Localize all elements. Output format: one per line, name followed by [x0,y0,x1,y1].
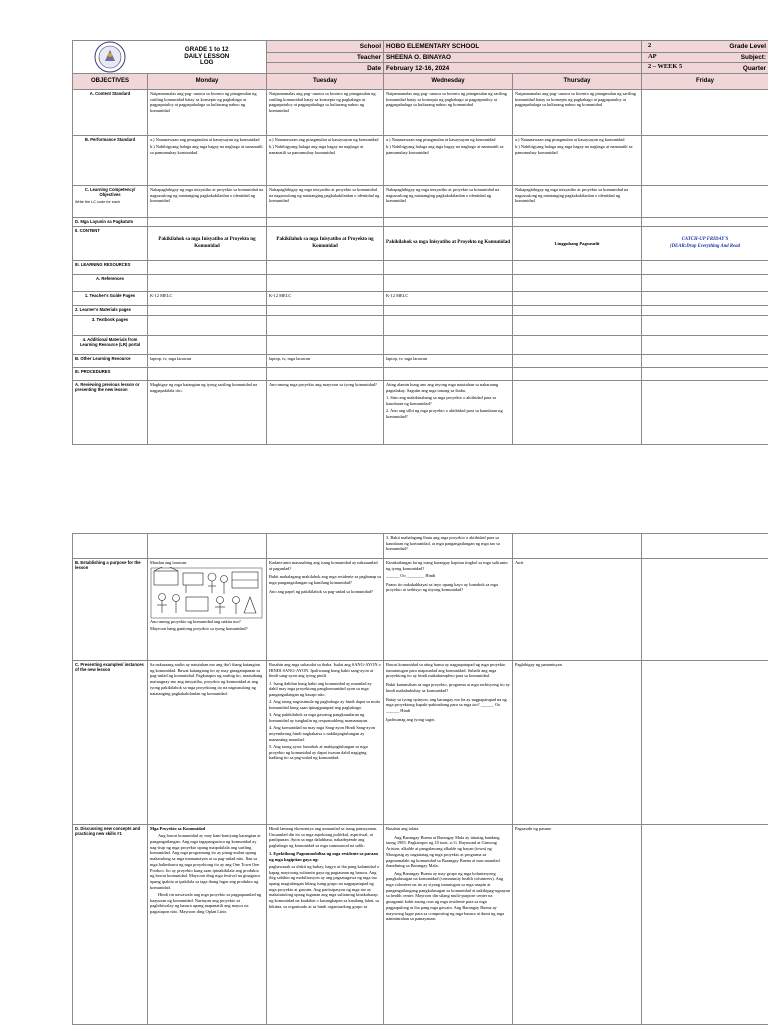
deped-seal-icon [93,41,127,73]
review-wed [384,381,513,445]
quarter-value: 2 – WEEK 5 [648,63,682,70]
lc-mon: Nakapagbibigay ng mga inisyatibo at proyekto sa komunidad na nagsusulong ng natatanging pagkakakilanlan o identidad ng komunidad [148,186,267,218]
label-reviewing: A. Reviewing previous lesson or presenting the new lesson [73,381,148,445]
lr-fri [642,261,768,275]
school-value: HOBO ELEMENTARY SCHOOL [384,41,642,53]
review-wed-q1: 1. Sino ang makikinabang sa mga proyekto o aktibidad para sa kaunlaran ng komunidad? [386,395,510,406]
proc-wed [384,368,513,381]
proc-thu [513,368,642,381]
label-learning-resources: III. LEARNING RESOURCES [73,261,148,275]
label-performance-standard: B. Performance Standard [73,136,148,186]
review-wed-q3: 3. Bakit mahalagang lhatu ang mga proyekto o aktibidad para sa kaunlaran ng komunidad, at mga pangangailangan ng mga tao sa komunidad? [384,534,513,559]
perf-std-a: a.) Nauunawaan ang pinagmulan at kasaysayan ng komunidad [515,137,639,143]
lr-wed [384,261,513,275]
review-wed-q2: 2. Ano ang silbi ng mga proyekto o aktibidad para sa kaunlaran ng komunidad? [386,408,510,419]
present-tue [267,661,384,825]
discuss-mon-title: Mga Proyekto sa Komunidad [150,826,264,832]
content-standard-fri [642,90,768,136]
label-mga-layunin: D. Mga Layunin sa Pagkatuto [73,218,148,227]
establish-tue-2: Bakit mahalagang makilahok ang mga residente sa paghanap sa mga pangangailangan ng kanilang komunidad? [269,574,381,585]
perf-std-wed [384,136,513,186]
establish-tue [267,559,384,661]
perf-std-a: a.) Nauunawaan ang pinagmulan at kasaysayan ng komunidad [269,137,381,143]
review-tue: Ano-anong mga proyekto ang mayroon sa iyong komunidad? [267,381,384,445]
layunin-fri [642,218,768,227]
label-learning-competency [73,186,148,218]
content-standard-wed: Naipamamalas ang pag- unawa sa kwento ng pinagmulan ng sariling komunidad batay sa konsepto ng pagbabago at pagpapatuloy at pagpapahalaga sa kulturang nabuo ng komunidad [384,90,513,136]
review-wed-intro: Ating alamin kung ano ang inyong mga natutuhan sa nakaraang pagtalakay. Sagutin ang mga tanong sa ibaba. [386,382,510,393]
community-projects-image [150,567,263,619]
tb-fri [642,316,768,336]
cont-thu [513,534,642,559]
perf-std-b: b.) Nabibigyang halaga ang mga bagay na nagbago at nananatili sa pamumuhay komunidad [386,144,510,155]
label-presenting: C. Presenting examples/ instances of the new lesson [73,661,148,825]
lm-tue [267,306,384,316]
lr-tue [267,261,384,275]
lm-thu [513,306,642,316]
content-mon: Pakikilahok sa mga Inisyatibo at Proyekto ng Komunidad [148,227,267,261]
or-fri [642,355,768,368]
content-standard-thu: Naipamamalas ang pag- unawa sa kwento ng pinagmulan ng sariling komunidad batay sa konsepto ng pagbabago at pagpapatuloy at pagpapahalaga sa kulturang nabuo ng komunidad [513,90,642,136]
present-wed-3: Batay sa iyong opinyon, ang barangay mo ba ay nagpapatupad na ng mga proyektong kapaki-pakinabang para sa mga tao? ______ Oo ______ Hindi [386,697,510,714]
present-mon: Sa nakaraang aralin ay natutuhan mo ang iba't ibang katangian ng komunidad. Bawat katangiang ito ay may ginagampanan sa pag-unlad ng komunidad. Pagkatapos ng araling ito, inaasahang maiuugnay mo ang inisyatibo, proyekto ng komunidad at ang iyong pakikilahok sa mga proyektong ito na nagsusulong ng natatanging pagkakakilanlan ng komunidad. [148,661,267,825]
tg-mon: K-12 MELC [148,292,267,306]
am-thu [513,336,642,355]
tb-wed [384,316,513,336]
tg-thu [513,292,642,306]
present-tue-2: 2. Ang taong nagsisimula ng pagbabago ay hindi dapat sa mula komunidad kung saan ipinagpatupad ang pagbabago. [269,699,381,710]
perf-std-thu [513,136,642,186]
lc-fri [642,186,768,218]
school-label: School [267,41,384,53]
subject-label: Subject: [642,52,768,63]
cont-fri [642,534,768,559]
dll-top-table [72,40,768,445]
tb-mon [148,316,267,336]
cont-label [73,534,148,559]
catch-up-friday: CATCH-UP FRIDAY'S [644,237,766,243]
proc-mon [148,368,267,381]
layunin-wed [384,218,513,227]
layunin-thu [513,218,642,227]
day-tuesday: Tuesday [267,74,384,90]
label-discussing: D. Discussing new concepts and practicing new skills #1 [73,825,148,1025]
present-wed-4: Ipaliwanag ang iyong sagot. [386,717,510,723]
dll-title-line2: LOG [150,60,265,67]
label-teachers-guide: 1. Teacher's Guide Pages [73,292,148,306]
tg-fri [642,292,768,306]
content-standard-tue: Naipamamalas ang pag- unawa sa kwento ng pinagmulan ng sariling komunidad batay sa konsepto ng pagbabago at pagpapatuloy at pagpapahalaga sa kulturang nabuo ng komunidad [267,90,384,136]
lm-mon [148,306,267,316]
establish-fri [642,559,768,661]
review-thu [513,381,642,445]
tg-wed: K-12 MELC [384,292,513,306]
lr-thu [513,261,642,275]
content-wed: Pakikilahok sa mga Inisyatibo at Proyekto ng Komunidad [384,227,513,261]
establish-mon-2: Ano-anong proyekto ng komunidad ang nakita mo? [150,619,264,625]
deped-seal-cell [73,41,148,74]
am-mon [148,336,267,355]
ref-mon [148,275,267,292]
present-tue-1: 1. Isang dahilan kung bakit ang komunidad ay maunlad ay dahil may mga proyektong pangkomunidad ayon sa mga pangangailangan ng kasapi nito. [269,681,381,698]
establish-wed-2: Paano ito nakakahkayat sa inyo upang kayo ay lumahok sa mga proyekto at serbisyo ng inyong komunidad? [386,582,510,593]
discuss-wed-title: Basahin ang talata. [386,826,510,832]
label-learners-materials: 2. Learner's Materials pages [73,306,148,316]
ref-fri [642,275,768,292]
label-references: A. References [73,275,148,292]
discuss-tue-1: Hindi lamang ekonomiya ang umuunlad sa isang pamayanan. Umuunlad din ito sa mga aspektong politikal, aspiritwal, at panlipunan. Ayon sa mga dalubhasa, nakadepende ang pagbabago ng komunidad sa mga sumusunod na salik: [269,826,381,849]
proc-tue [267,368,384,381]
ref-thu [513,275,642,292]
layunin-mon [148,218,267,227]
quarter-label: Quarter [642,63,768,74]
perf-std-fri [642,136,768,186]
label-content: II. CONTENT [73,227,148,261]
dll-bottom-table [72,533,768,1025]
present-thu: Pagbibigay ng panuntuyan [513,661,642,825]
am-fri [642,336,768,355]
discuss-mon-2: Hindi rin nawawala ang mga proyekto sa pagpapaunlad ng kaayusan ng komunidad. Narinyan ang proyekto sa paghihiwalay ng basura upang mapanatili ang mayos na pagtatapon nito. Mayroon ding Oplan Linis [150,892,264,915]
am-tue [267,336,384,355]
dear-reading: (DEAR:Drop Everything And Read [644,244,766,250]
lc-tue: Nakapagbibigay ng mga inisyatibo at proyekto sa komunidad na nagsusulong ng natatanging pagkakakilanlan o identidad ng komunidad [267,186,384,218]
day-thursday: Thursday [513,74,642,90]
teacher-value: SHEENA O. BINAYAO [384,52,642,63]
objectives-header: OBJECTIVES [73,74,148,90]
proc-fri [642,368,768,381]
tb-tue [267,316,384,336]
teacher-label: Teacher [267,52,384,63]
present-fri [642,661,768,825]
learning-competency-label: C. Learning Competency/ Objectives [75,187,145,198]
present-tue-4: 4. Ang komunidad na may mga Sang-ayon Hindi Sang-ayon miyembrong hindi nagkakaisa o nakikipagtulungan ay mananting maunlad. [269,725,381,742]
perf-std-b: b.) Nabibigyang halaga ang mga bagay na nagbago at nananatili sa pamumuhay komunidad [515,144,639,155]
content-thu: Lingguhang Pagsusulit [513,227,642,261]
content-fri [642,227,768,261]
lm-fri [642,306,768,316]
discuss-mon-1: Ang bawat komunidad ay may kani-kaniyang katangian at pangangailangan. Ang mga tagapangasiwa ng komunidad ay nag-iisip ng mga proyekto upang maipakilala ang sariling komunidad. Ang mga programang ito ay pinag-aralan upang makatulong sa mga mamamayan at sa pag-unlad nito. Ilan sa mga halimbawa ng mga proyektong ito ay ang One Town One Product. Ito ay proyekto kung saan ipinakikilala ang produkto ng bawat komunidad. Mayroon ding mga festival na ginagawa upang ipakita at ipakilala sa taga ibang lugar ang produkto ng komunidad. [150,833,264,890]
establish-mon [148,559,267,661]
or-wed: laptop, tv, mga larawan [384,355,513,368]
discuss-tue-3: paghawasak sa diskit ng buhay, bagyo at iba pang kalamidad o kapag mayroong suliranin gaya ng pagtaunan ng basura. Ang ibig sabihin ng mobilisasyon ay ang pagsasagawa ng mga tao upang magtulungan bilang isang grupo na nagpapatupad ng mga proyekto at gawain. Ang partisipasyon ng mga tao ay makatutulong upang tugunan ang mga suliraning kinakaharap ng komunidad na kaakibat o kasangkapan sa kanilang lahat, sa bikitna, sa organisado at sa hindi organisadong grupo sa [269,864,381,910]
day-monday: Monday [148,74,267,90]
discuss-fri [642,825,768,1025]
present-tue-5: 5. Ang taong ayaw lumahok at makipagtulungan sa mga proyekto ng komunidad ay dapat iwasan dahil nagiging hadlang ito sa pag-unlad ng komunidad. [269,744,381,761]
content-tue: Pakikilahok sa mga Inisyatibo at Proyekto ng Komunidad [267,227,384,261]
content-standard-mon: Naipamamalas ang pag- unawa sa kwento ng pinagmulan ng sariling komunidad batay sa konsepto ng pagbabago at pagpapatuloy at pagpapahalaga sa kulturang nabuo ng komunidad [148,90,267,136]
label-content-standard: A. Content Standard [73,90,148,136]
day-wednesday: Wednesday [384,74,513,90]
subject-value: AP [648,53,657,60]
discuss-thu: Pagsasabi ng pasuno [513,825,642,1025]
dll-title-line1: DAILY LESSON [150,54,265,61]
perf-std-b: b.) Nabibigyang halaga ang mga bagay na nagbago at nananatili sa pamumuhay komunidad [150,144,264,155]
date-label: Date [267,63,384,74]
discuss-wed-2: Ang Barangay Buena ay may grupo ng mga boluntaryong pangkalusugan na komunidad (community health volunteers). Ang mga volunteer na ito ay siyang tumutugon sa mga usapin at pangangailangang pangkalusugan sa komunidad at nakikipag-ugnayan sa health center. Mayroon din silang multi-purpose center na ginagamit kahit anong oras ng mga residente para sa mga pagpupulong at iba pang mga gawain. Ang Barangay Buena ay mayroong lugar para sa composting ng mga basura at dumi ng mga nanininrahan sa pamayanan. [386,871,510,922]
lc-wed: Nakapagbibigay ng mga inisyatibo at proyekto sa komunidad na nagsusulong ng natatanging pagkakakilanlan o identidad ng komunidad [384,186,513,218]
perf-std-b: b.) Nabibigyang halaga ang mga bagay na nagbago at nananatili sa pamumuhay komunidad [269,144,381,155]
label-establishing: B. Establishing a purpose for the lesson [73,559,148,661]
or-tue: laptop, tv, mga larawan [267,355,384,368]
label-other-resource: B. Other Learning Resource [73,355,148,368]
establish-tue-1: Kadam-anin masasabing ang isang komunidad ay nakauunlad at pagunlad? [269,560,381,571]
establish-wed-1: Kinakailangan ba ng isang barangay kapitan tingkol sa mga sulirunin ng iyong komunidad? [386,560,510,571]
ref-tue [267,275,384,292]
dll-title-cell [148,41,267,74]
lm-wed [384,306,513,316]
present-wed [384,661,513,825]
or-thu [513,355,642,368]
ref-wed [384,275,513,292]
lr-mon [148,261,267,275]
present-tue-3: 3. Ang pakikilahok sa mga gawaing pangkaunlaran ng komunidad ay tungkulin ng responsableng mamamayan. [269,712,381,723]
label-procedures: III. PROCEDURES [73,368,148,381]
establish-mon-1: Masdan ang larawan. [150,560,264,566]
present-tue-intro: Basahin ang mga sukaudat sa ibaba. Isulat ang SANG-AYON o HINDI SANG-AYON. Ipaliwanag kung bakit sang-ayon at hindi sang-ayon ang iyong pinili. [269,662,381,679]
tb-thu [513,316,642,336]
discuss-tue-2: 1. Epektibong Pagmumobiliza ng mga residente sa paraan ng mga kagiptian gaya ng: [269,851,381,862]
grade-level-label: Grade Level [642,41,768,53]
establish-thu: Awit [513,559,642,661]
or-mon: laptop, tv, mga larawan [148,355,267,368]
grade-level-value: 2 [648,42,651,49]
perf-std-a: a.) Nauunawaan ang pinagmulan at kasaysayan ng komunidad [386,137,510,143]
establish-mon-3: Mayroon bang ganitong proyekto sa iyong komunidad? [150,626,264,632]
date-value: February 12-16, 2024 [384,63,642,74]
establish-wed-options: ______ Oo ________ Hindi [386,573,510,579]
establish-wed [384,559,513,661]
perf-std-mon [148,136,267,186]
cont-tue [267,534,384,559]
label-textbook: 3. Textbook pages [73,316,148,336]
review-mon: Magbigay ng mga katangian ng iyong sariling komunidad na nagpapakilala rito. [148,381,267,445]
present-wed-2: Bakit kanunsikan sa mga proyekto, programa at mga serbisyong ito ay hindi makabubuhay sa komunidad? [386,682,510,693]
grade-range: GRADE 1 to 12 [150,47,265,54]
tg-tue: K-12 MELC [267,292,384,306]
label-additional-materials: 4. Additional Materials from Learning Resource (LR) portal [73,336,148,355]
establish-tue-3: Ano ang papel ng pakikilahok sa pag-unlad sa komunidad? [269,589,381,595]
discuss-mon [148,825,267,1025]
lc-thu: Nakapagbibigay ng mga inisyatibo at proyekto sa komunidad na nagsusulong ng natatanging pagkakakilanlan o identidad ng komunidad [513,186,642,218]
day-friday: Friday [642,74,768,90]
discuss-wed-1: Ang Barangay Buena at Barangay Mala ay itinatag bandang taong 1985. Pagkatapos ng 10 taon, si G. Raymond at Ginoong Ariston, alkalde at pangalawang alkalde ng bayan (town) ng Masigasig ay nagtatatag ng mga proyekto at programa sa pagmamalaki ng komunidad sa Barangay Buena at mas maunlad ibandining sa Barangay Mala. [386,835,510,869]
lc-code-note: Write the LC code for each [75,200,145,205]
layunin-tue [267,218,384,227]
discuss-tue [267,825,384,1025]
perf-std-a: a.) Nauunawaan ang pinagmulan at kasaysayan ng komunidad [150,137,264,143]
review-fri [642,381,768,445]
perf-std-tue [267,136,384,186]
present-wed-1: Bawat komunidad sa ating bansa ay nagpapatupad ng mga proyekto tumatutugon para mapaunlad ang komunidad. Subalit ang mga proyektong ito ay hindi makukumpleto para sa komunidad. [386,662,510,679]
am-wed [384,336,513,355]
discuss-wed [384,825,513,1025]
cont-mon [148,534,267,559]
